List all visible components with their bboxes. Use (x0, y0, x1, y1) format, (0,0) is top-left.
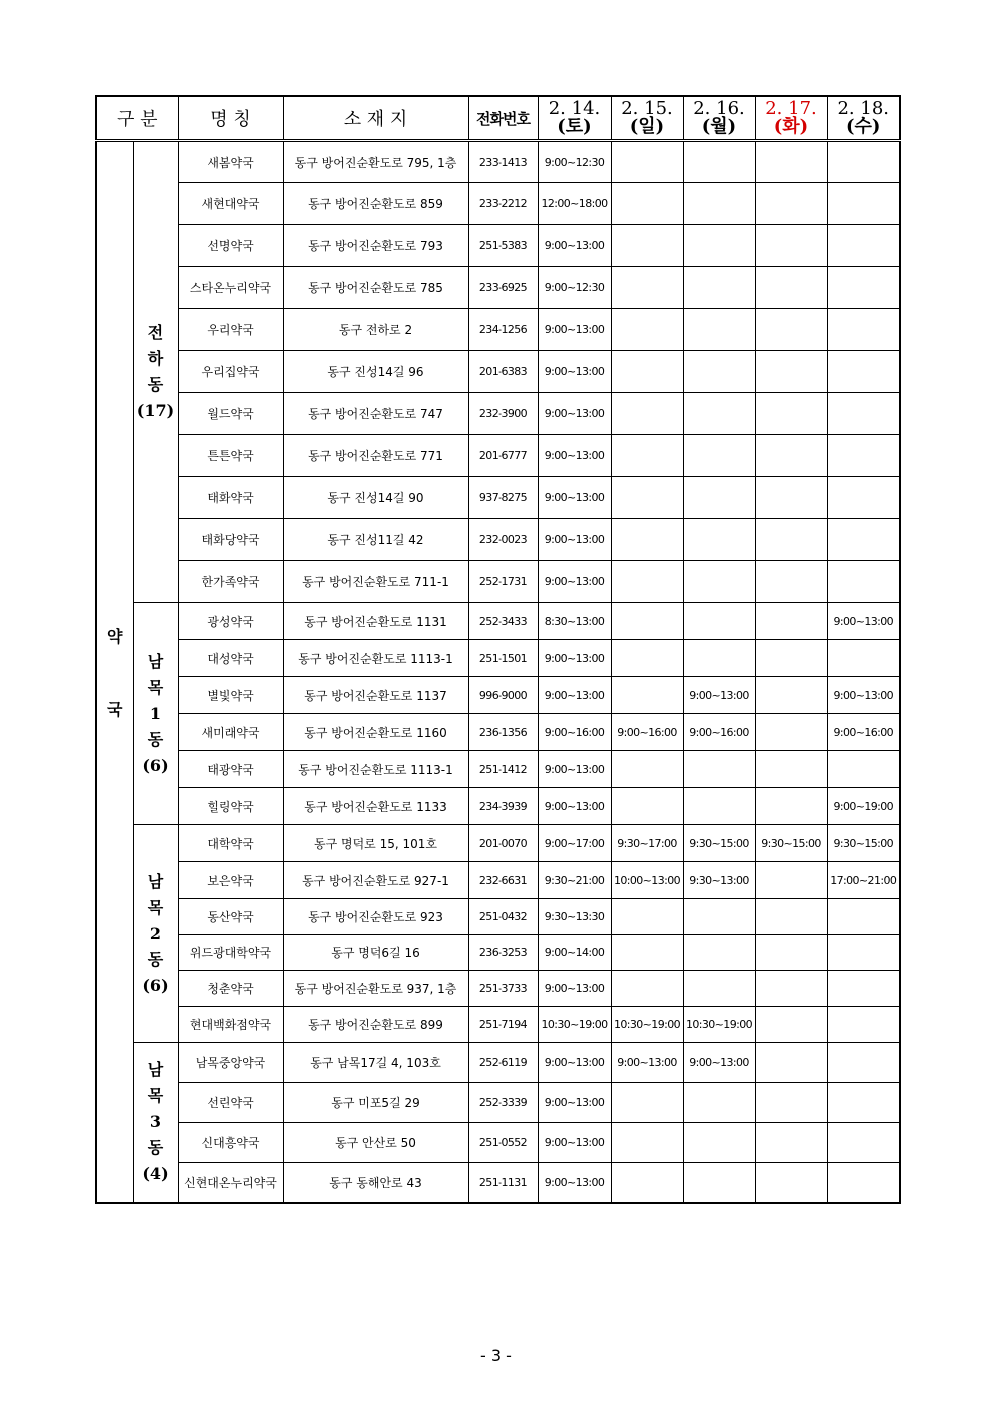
pharmacy-phone: 251-1501 (468, 640, 538, 677)
hours-cell (827, 351, 900, 393)
table-row (96, 1163, 900, 1203)
hours-cell: 9:00~12:30 (538, 141, 611, 183)
hours-cell: 9:00~13:00 (611, 1043, 683, 1083)
hours-cell (683, 971, 755, 1007)
hours-cell: 9:00~19:00 (827, 788, 900, 825)
hours-cell (755, 603, 827, 640)
pharmacy-name: 보은약국 (178, 862, 283, 899)
pharmacy-name: 튼튼약국 (178, 435, 283, 477)
hours-cell (611, 1083, 683, 1123)
hours-cell (755, 1043, 827, 1083)
group-label-line: (17) (136, 401, 175, 420)
hours-cell (683, 393, 755, 435)
pharmacy-name: 광성약국 (178, 603, 283, 640)
group-label-line: 동 (147, 729, 164, 749)
category-spacer (97, 647, 133, 697)
hours-cell: 9:00~16:00 (827, 714, 900, 751)
header-date-3: 2. 16. (월) (683, 96, 755, 141)
hours-cell: 9:00~16:00 (683, 714, 755, 751)
hours-cell (611, 267, 683, 309)
pharmacy-address: 동구 명덕로 15, 101호 (283, 825, 468, 862)
hours-cell (827, 141, 900, 183)
group-label-cell (133, 603, 178, 825)
table-row (96, 935, 900, 971)
table-row (96, 477, 900, 519)
header-category: 구 분 (96, 96, 178, 141)
pharmacy-phone: 251-0552 (468, 1123, 538, 1163)
hours-cell: 9:00~13:00 (538, 1083, 611, 1123)
hours-cell (755, 862, 827, 899)
hours-cell (611, 935, 683, 971)
table-row (96, 825, 900, 862)
hours-cell (827, 435, 900, 477)
group-label-line: 전 (147, 323, 164, 342)
table-row (96, 788, 900, 825)
pharmacy-name: 청춘약국 (178, 971, 283, 1007)
hours-cell (755, 435, 827, 477)
hours-cell: 9:30~15:00 (755, 825, 827, 862)
pharmacy-address: 동구 방어진순환도로 1113-1 (283, 640, 468, 677)
group-label-cell (133, 825, 178, 1043)
hours-cell (683, 751, 755, 788)
hours-cell (683, 477, 755, 519)
hours-cell (683, 899, 755, 935)
hours-cell (827, 899, 900, 935)
hours-cell (683, 225, 755, 267)
hours-cell (683, 267, 755, 309)
hours-cell (611, 519, 683, 561)
header-phone: 전화번호 (468, 96, 538, 141)
hours-cell (827, 267, 900, 309)
hours-cell (755, 267, 827, 309)
pharmacy-address: 동구 동해안로 43 (283, 1163, 468, 1203)
pharmacy-address: 동구 방어진순환도로 1131 (283, 603, 468, 640)
pharmacy-address: 동구 방어진순환도로 1160 (283, 714, 468, 751)
group-label-cell (133, 141, 178, 603)
hours-cell (611, 309, 683, 351)
pharmacy-address: 동구 방어진순환도로 1137 (283, 677, 468, 714)
table-row (96, 751, 900, 788)
hours-cell (755, 751, 827, 788)
pharmacy-address: 동구 방어진순환도로 785 (283, 267, 468, 309)
hours-cell (611, 393, 683, 435)
hours-cell (827, 561, 900, 603)
hours-cell (827, 1007, 900, 1043)
hours-cell: 9:00~13:00 (538, 1123, 611, 1163)
pharmacy-name: 신현대온누리약국 (178, 1163, 283, 1203)
pharmacy-phone: 201-0070 (468, 825, 538, 862)
hours-cell (827, 935, 900, 971)
pharmacy-phone: 233-1413 (468, 141, 538, 183)
pharmacy-phone: 251-0432 (468, 899, 538, 935)
hours-cell (683, 561, 755, 603)
pharmacy-address: 동구 진성14길 96 (283, 351, 468, 393)
hours-cell (755, 714, 827, 751)
pharmacy-address: 동구 방어진순환도로 859 (283, 183, 468, 225)
hours-cell (683, 519, 755, 561)
pharmacy-address: 동구 방어진순환도로 1113-1 (283, 751, 468, 788)
pharmacy-name: 힐링약국 (178, 788, 283, 825)
pharmacy-address: 동구 방어진순환도로 793 (283, 225, 468, 267)
hours-cell (755, 677, 827, 714)
group-label-line: 2 (149, 923, 162, 943)
table-row (96, 1007, 900, 1043)
hours-cell (755, 561, 827, 603)
pharmacy-phone: 252-6119 (468, 1043, 538, 1083)
pharmacy-name: 선명약국 (178, 225, 283, 267)
pharmacy-address: 동구 방어진순환도로 771 (283, 435, 468, 477)
pharmacy-phone: 252-1731 (468, 561, 538, 603)
pharmacy-address: 동구 전하로 2 (283, 309, 468, 351)
pharmacy-address: 동구 미포5길 29 (283, 1083, 468, 1123)
hours-cell (827, 640, 900, 677)
pharmacy-name: 새현대약국 (178, 183, 283, 225)
hours-cell: 9:00~14:00 (538, 935, 611, 971)
hours-cell: 9:00~16:00 (538, 714, 611, 751)
hours-cell (683, 1083, 755, 1123)
hours-cell (611, 351, 683, 393)
hours-cell: 9:00~13:00 (538, 971, 611, 1007)
pharmacy-phone: 937-8275 (468, 477, 538, 519)
hours-cell: 10:30~19:00 (538, 1007, 611, 1043)
hours-cell: 9:00~13:00 (538, 477, 611, 519)
hours-cell (683, 351, 755, 393)
pharmacy-phone: 252-3433 (468, 603, 538, 640)
hours-cell (611, 788, 683, 825)
pharmacy-address: 동구 방어진순환도로 937, 1층 (283, 971, 468, 1007)
pharmacy-name: 한가족약국 (178, 561, 283, 603)
pharmacy-name: 태화약국 (178, 477, 283, 519)
hours-cell: 9:30~17:00 (611, 825, 683, 862)
hours-cell (611, 899, 683, 935)
hours-cell (611, 141, 683, 183)
hours-cell: 8:30~13:00 (538, 603, 611, 640)
pharmacy-phone: 251-3733 (468, 971, 538, 1007)
hours-cell (755, 309, 827, 351)
table-row (96, 1043, 900, 1083)
hours-cell: 9:00~12:30 (538, 267, 611, 309)
pharmacy-name: 새미래약국 (178, 714, 283, 751)
table-row (96, 862, 900, 899)
hours-cell: 9:00~16:00 (611, 714, 683, 751)
hours-cell (683, 435, 755, 477)
category-line: 국 (107, 699, 123, 719)
pharmacy-phone: 252-3339 (468, 1083, 538, 1123)
hours-cell (683, 183, 755, 225)
group-label-line: 동 (147, 375, 164, 394)
table-row (96, 225, 900, 267)
pharmacy-address: 동구 방어진순환도로 927-1 (283, 862, 468, 899)
hours-cell (611, 1163, 683, 1203)
hours-cell (611, 435, 683, 477)
hours-cell (683, 603, 755, 640)
header-address: 소 재 지 (283, 96, 468, 141)
hours-cell: 9:30~13:00 (683, 862, 755, 899)
pharmacy-address: 동구 방어진순환도로 899 (283, 1007, 468, 1043)
table-row (96, 677, 900, 714)
table-row (96, 435, 900, 477)
pharmacy-schedule-table (95, 95, 901, 1204)
table-row (96, 393, 900, 435)
group-label-line: 남 (147, 871, 164, 891)
page-number: - 3 - (480, 1346, 512, 1365)
table-row (96, 561, 900, 603)
pharmacy-address: 동구 진성11길 42 (283, 519, 468, 561)
pharmacy-name: 스타온누리약국 (178, 267, 283, 309)
hours-cell (611, 183, 683, 225)
group-label-line: (6) (142, 975, 169, 995)
hours-cell (827, 477, 900, 519)
hours-cell (755, 393, 827, 435)
hours-cell: 10:30~19:00 (683, 1007, 755, 1043)
table-row (96, 519, 900, 561)
hours-cell (827, 751, 900, 788)
table-row (96, 351, 900, 393)
pharmacy-phone: 233-6925 (468, 267, 538, 309)
hours-cell (827, 225, 900, 267)
hours-cell (611, 225, 683, 267)
pharmacy-name: 태광약국 (178, 751, 283, 788)
pharmacy-name: 현대백화점약국 (178, 1007, 283, 1043)
hours-cell (683, 788, 755, 825)
category-line: 약 (107, 626, 123, 646)
header-date-1: 2. 14. (토) (538, 96, 611, 141)
table-row (96, 714, 900, 751)
hours-cell (755, 971, 827, 1007)
hours-cell (827, 309, 900, 351)
hours-cell (683, 640, 755, 677)
pharmacy-name: 위드광대학약국 (178, 935, 283, 971)
hours-cell (755, 141, 827, 183)
group-label-line: (4) (142, 1164, 169, 1184)
hours-cell (683, 309, 755, 351)
pharmacy-phone: 232-3900 (468, 393, 538, 435)
hours-cell (827, 1043, 900, 1083)
table-row (96, 141, 900, 183)
header-row (96, 96, 900, 141)
group-label-line: 목 (147, 1086, 164, 1106)
table-row (96, 899, 900, 935)
header-name: 명 칭 (178, 96, 283, 141)
hours-cell: 9:00~13:00 (538, 309, 611, 351)
group-label-line: 동 (147, 949, 164, 969)
hours-cell (683, 935, 755, 971)
pharmacy-phone: 251-1131 (468, 1163, 538, 1203)
hours-cell (611, 603, 683, 640)
table-row (96, 183, 900, 225)
hours-cell (755, 1007, 827, 1043)
pharmacy-phone: 201-6777 (468, 435, 538, 477)
hours-cell (611, 640, 683, 677)
hours-cell (755, 899, 827, 935)
hours-cell (755, 477, 827, 519)
group-label-line: 목 (147, 897, 164, 917)
pharmacy-name: 새봄약국 (178, 141, 283, 183)
hours-cell: 9:00~13:00 (538, 788, 611, 825)
hours-cell: 17:00~21:00 (827, 862, 900, 899)
hours-cell (827, 183, 900, 225)
hours-cell (827, 1123, 900, 1163)
pharmacy-phone: 236-1356 (468, 714, 538, 751)
table-row (96, 267, 900, 309)
hours-cell (683, 1123, 755, 1163)
hours-cell (827, 971, 900, 1007)
hours-cell (827, 519, 900, 561)
hours-cell (611, 561, 683, 603)
hours-cell: 9:00~13:00 (827, 603, 900, 640)
hours-cell (611, 751, 683, 788)
hours-cell: 9:00~13:00 (538, 677, 611, 714)
group-label-line: 하 (147, 349, 164, 368)
pharmacy-address: 동구 방어진순환도로 711-1 (283, 561, 468, 603)
hours-cell (755, 183, 827, 225)
pharmacy-name: 남목중앙약국 (178, 1043, 283, 1083)
pharmacy-address: 동구 방어진순환도로 795, 1층 (283, 141, 468, 183)
hours-cell: 9:30~15:00 (683, 825, 755, 862)
hours-cell: 9:00~13:00 (538, 393, 611, 435)
table-row (96, 971, 900, 1007)
hours-cell (755, 1123, 827, 1163)
pharmacy-phone: 236-3253 (468, 935, 538, 971)
group-label-line: 동 (147, 1138, 164, 1158)
hours-cell: 9:00~13:00 (538, 751, 611, 788)
pharmacy-name: 별빛약국 (178, 677, 283, 714)
category-cell (96, 141, 133, 1203)
pharmacy-address: 동구 진성14길 90 (283, 477, 468, 519)
pharmacy-address: 동구 명덕6길 16 (283, 935, 468, 971)
hours-cell (755, 225, 827, 267)
hours-cell: 9:00~13:00 (827, 677, 900, 714)
header-date-4: 2. 17. (화) (755, 96, 827, 141)
header-date-5: 2. 18. (수) (827, 96, 900, 141)
table-row (96, 640, 900, 677)
table-row (96, 603, 900, 640)
hours-cell: 9:30~21:00 (538, 862, 611, 899)
hours-cell (827, 1163, 900, 1203)
hours-cell: 9:00~13:00 (538, 519, 611, 561)
hours-cell (827, 393, 900, 435)
hours-cell: 9:00~13:00 (683, 677, 755, 714)
pharmacy-phone: 251-1412 (468, 751, 538, 788)
pharmacy-address: 동구 방어진순환도로 923 (283, 899, 468, 935)
group-label-line: 1 (149, 703, 162, 723)
group-label-cell (133, 1043, 178, 1203)
pharmacy-phone: 232-6631 (468, 862, 538, 899)
pharmacy-phone: 251-5383 (468, 225, 538, 267)
hours-cell (755, 788, 827, 825)
hours-cell (611, 677, 683, 714)
group-label-line: 남 (147, 651, 164, 671)
pharmacy-name: 우리집약국 (178, 351, 283, 393)
hours-cell: 9:30~13:30 (538, 899, 611, 935)
pharmacy-name: 대성약국 (178, 640, 283, 677)
hours-cell: 9:00~17:00 (538, 825, 611, 862)
table-row (96, 309, 900, 351)
pharmacy-name: 우리약국 (178, 309, 283, 351)
pharmacy-phone: 251-7194 (468, 1007, 538, 1043)
header-date-2: 2. 15. (일) (611, 96, 683, 141)
hours-cell: 12:00~18:00 (538, 183, 611, 225)
hours-cell: 9:00~13:00 (538, 435, 611, 477)
pharmacy-phone: 996-9000 (468, 677, 538, 714)
group-label-line: (6) (142, 755, 169, 775)
hours-cell (683, 1163, 755, 1203)
hours-cell (683, 141, 755, 183)
pharmacy-phone: 201-6383 (468, 351, 538, 393)
pharmacy-address: 동구 방어진순환도로 747 (283, 393, 468, 435)
hours-cell: 10:30~19:00 (611, 1007, 683, 1043)
group-label-line: 남 (147, 1060, 164, 1080)
table-row (96, 1123, 900, 1163)
pharmacy-name: 월드약국 (178, 393, 283, 435)
pharmacy-name: 태화당약국 (178, 519, 283, 561)
pharmacy-address: 동구 방어진순환도로 1133 (283, 788, 468, 825)
pharmacy-name: 선린약국 (178, 1083, 283, 1123)
hours-cell: 9:00~13:00 (683, 1043, 755, 1083)
hours-cell (755, 640, 827, 677)
hours-cell: 9:30~15:00 (827, 825, 900, 862)
hours-cell (755, 351, 827, 393)
hours-cell (755, 519, 827, 561)
hours-cell (755, 935, 827, 971)
hours-cell: 9:00~13:00 (538, 561, 611, 603)
pharmacy-phone: 233-2212 (468, 183, 538, 225)
hours-cell (755, 1163, 827, 1203)
group-label-line: 3 (149, 1112, 162, 1132)
hours-cell: 9:00~13:00 (538, 351, 611, 393)
pharmacy-phone: 232-0023 (468, 519, 538, 561)
table-body (96, 141, 900, 1203)
pharmacy-name: 대학약국 (178, 825, 283, 862)
hours-cell (611, 1123, 683, 1163)
hours-cell: 9:00~13:00 (538, 640, 611, 677)
hours-cell: 9:00~13:00 (538, 225, 611, 267)
pharmacy-phone: 234-1256 (468, 309, 538, 351)
group-label-line: 목 (147, 677, 164, 697)
hours-cell (611, 477, 683, 519)
table-row (96, 1083, 900, 1123)
hours-cell: 10:00~13:00 (611, 862, 683, 899)
pharmacy-address: 동구 남목17길 4, 103호 (283, 1043, 468, 1083)
pharmacy-phone: 234-3939 (468, 788, 538, 825)
pharmacy-name: 신대흥약국 (178, 1123, 283, 1163)
pharmacy-name: 동산약국 (178, 899, 283, 935)
hours-cell (611, 971, 683, 1007)
pharmacy-address: 동구 안산로 50 (283, 1123, 468, 1163)
hours-cell (755, 1083, 827, 1123)
hours-cell (827, 1083, 900, 1123)
hours-cell: 9:00~13:00 (538, 1043, 611, 1083)
hours-cell: 9:00~13:00 (538, 1163, 611, 1203)
